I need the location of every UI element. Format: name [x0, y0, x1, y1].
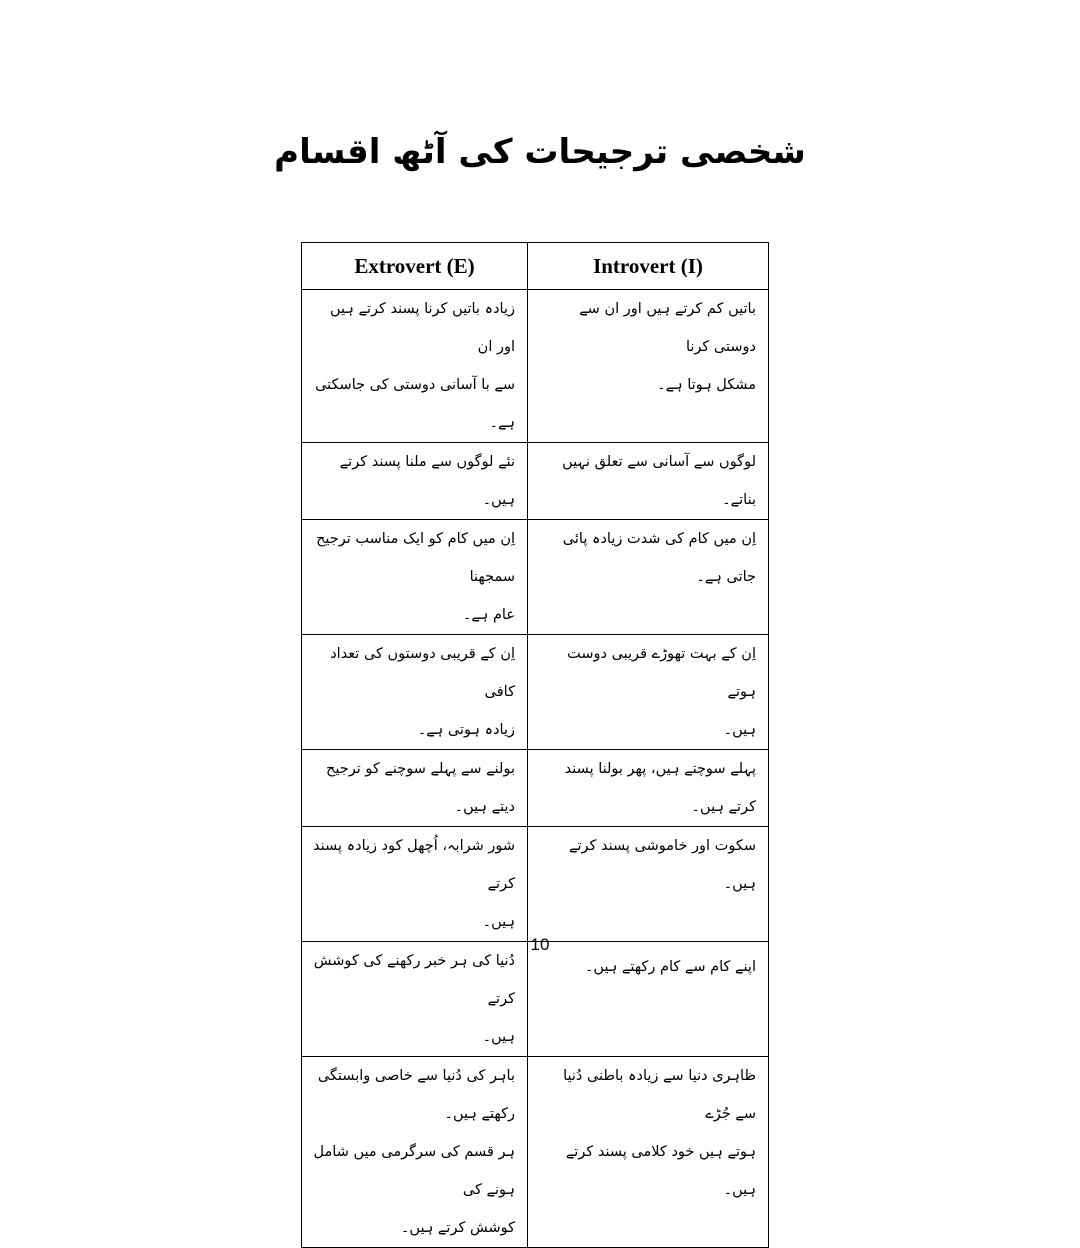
- table-row: [302, 942, 769, 1057]
- header-row: [302, 243, 769, 290]
- table-row: [302, 827, 769, 942]
- cell-line: نئے لوگوں سے ملنا پسند کرتے ہیں۔: [339, 454, 515, 508]
- extrovert-cell: [302, 942, 528, 1057]
- introvert-cell: [528, 750, 769, 827]
- introvert-header: Introvert (I): [528, 243, 769, 290]
- extrovert-cell: [302, 750, 528, 827]
- cell-line: باتیں کم کرتے ہیں اور ان سے دوستی کرنا: [579, 301, 756, 355]
- introvert-cell: [528, 635, 769, 750]
- cell-line: سکوت اور خاموشی پسند کرتے ہیں۔: [568, 838, 756, 892]
- table-row: [302, 290, 769, 443]
- table-row: [302, 750, 769, 827]
- table-row: [302, 520, 769, 635]
- cell-line: لوگوں سے آسانی سے تعلق نہیں بناتے۔: [562, 454, 756, 508]
- extrovert-header: Extrovert (E): [302, 243, 528, 290]
- cell-line: اِن کے بہت تھوڑے قریبی دوست ہوتے: [567, 646, 756, 700]
- cell-line: زیادہ باتیں کرنا پسند کرتے ہیں اور ان: [329, 301, 515, 355]
- cell-line: عام ہے۔: [462, 607, 515, 623]
- page-title: شخصی ترجیحات کی آٹھ اقسام: [274, 132, 806, 172]
- extrovert-cell: [302, 1057, 528, 1248]
- cell-line: ہیں۔: [723, 722, 756, 738]
- introvert-cell: [528, 1057, 769, 1248]
- cell-line: کوشش کرتے ہیں۔: [400, 1220, 515, 1236]
- introvert-cell: [528, 520, 769, 635]
- cell-line: اپنے کام سے کام رکھتے ہیں۔: [584, 959, 756, 975]
- extrovert-cell: [302, 290, 528, 443]
- cell-line: ہر قسم کی سرگرمی میں شامل ہونے کی: [313, 1144, 515, 1198]
- cell-line: بولنے سے پہلے سوچنے کو ترجیح دیتے ہیں۔: [326, 761, 515, 815]
- cell-line: اِن میں کام کو ایک مناسب ترجیح سمجھنا: [316, 531, 515, 585]
- introvert-cell: [528, 443, 769, 520]
- cell-line: ظاہری دنیا سے زیادہ باطنی دُنیا سے جُڑے: [563, 1068, 756, 1122]
- cell-line: ہیں۔: [482, 1029, 515, 1045]
- page-number: 10: [530, 935, 550, 954]
- extrovert-cell: [302, 827, 528, 942]
- cell-line: سے با آسانی دوستی کی جاسکتی ہے۔: [315, 377, 515, 431]
- cell-line: ہیں۔: [482, 914, 515, 930]
- introvert-cell: [528, 827, 769, 942]
- cell-line: ہوتے ہیں خود کلامی پسند کرتے ہیں۔: [565, 1144, 756, 1198]
- cell-line: شور شرابہ، اُچھل کود زیادہ پسند کرتے: [313, 838, 515, 892]
- extrovert-cell: [302, 443, 528, 520]
- table-row: [302, 1057, 769, 1248]
- comparison-table: [301, 242, 769, 1248]
- cell-line: باہر کی دُنیا سے خاصی وابستگی رکھتے ہیں۔: [317, 1068, 515, 1122]
- cell-line: پہلے سوچتے ہیں، پھر بولنا پسند کرتے ہیں۔: [564, 761, 756, 815]
- introvert-cell: [528, 290, 769, 443]
- table-row: [302, 443, 769, 520]
- table-row: [302, 635, 769, 750]
- introvert-cell: [528, 942, 769, 1057]
- cell-line: مشکل ہوتا ہے۔: [657, 377, 756, 393]
- cell-line: اِن میں کام کی شدت زیادہ پائی جاتی ہے۔: [562, 531, 756, 585]
- cell-line: زیادہ ہوتی ہے۔: [417, 722, 515, 738]
- extrovert-cell: [302, 635, 528, 750]
- cell-line: اِن کے قریبی دوستوں کی تعداد کافی: [330, 646, 515, 700]
- extrovert-cell: [302, 520, 528, 635]
- cell-line: دُنیا کی ہر خبر رکھنے کی کوشش کرتے: [313, 953, 515, 1007]
